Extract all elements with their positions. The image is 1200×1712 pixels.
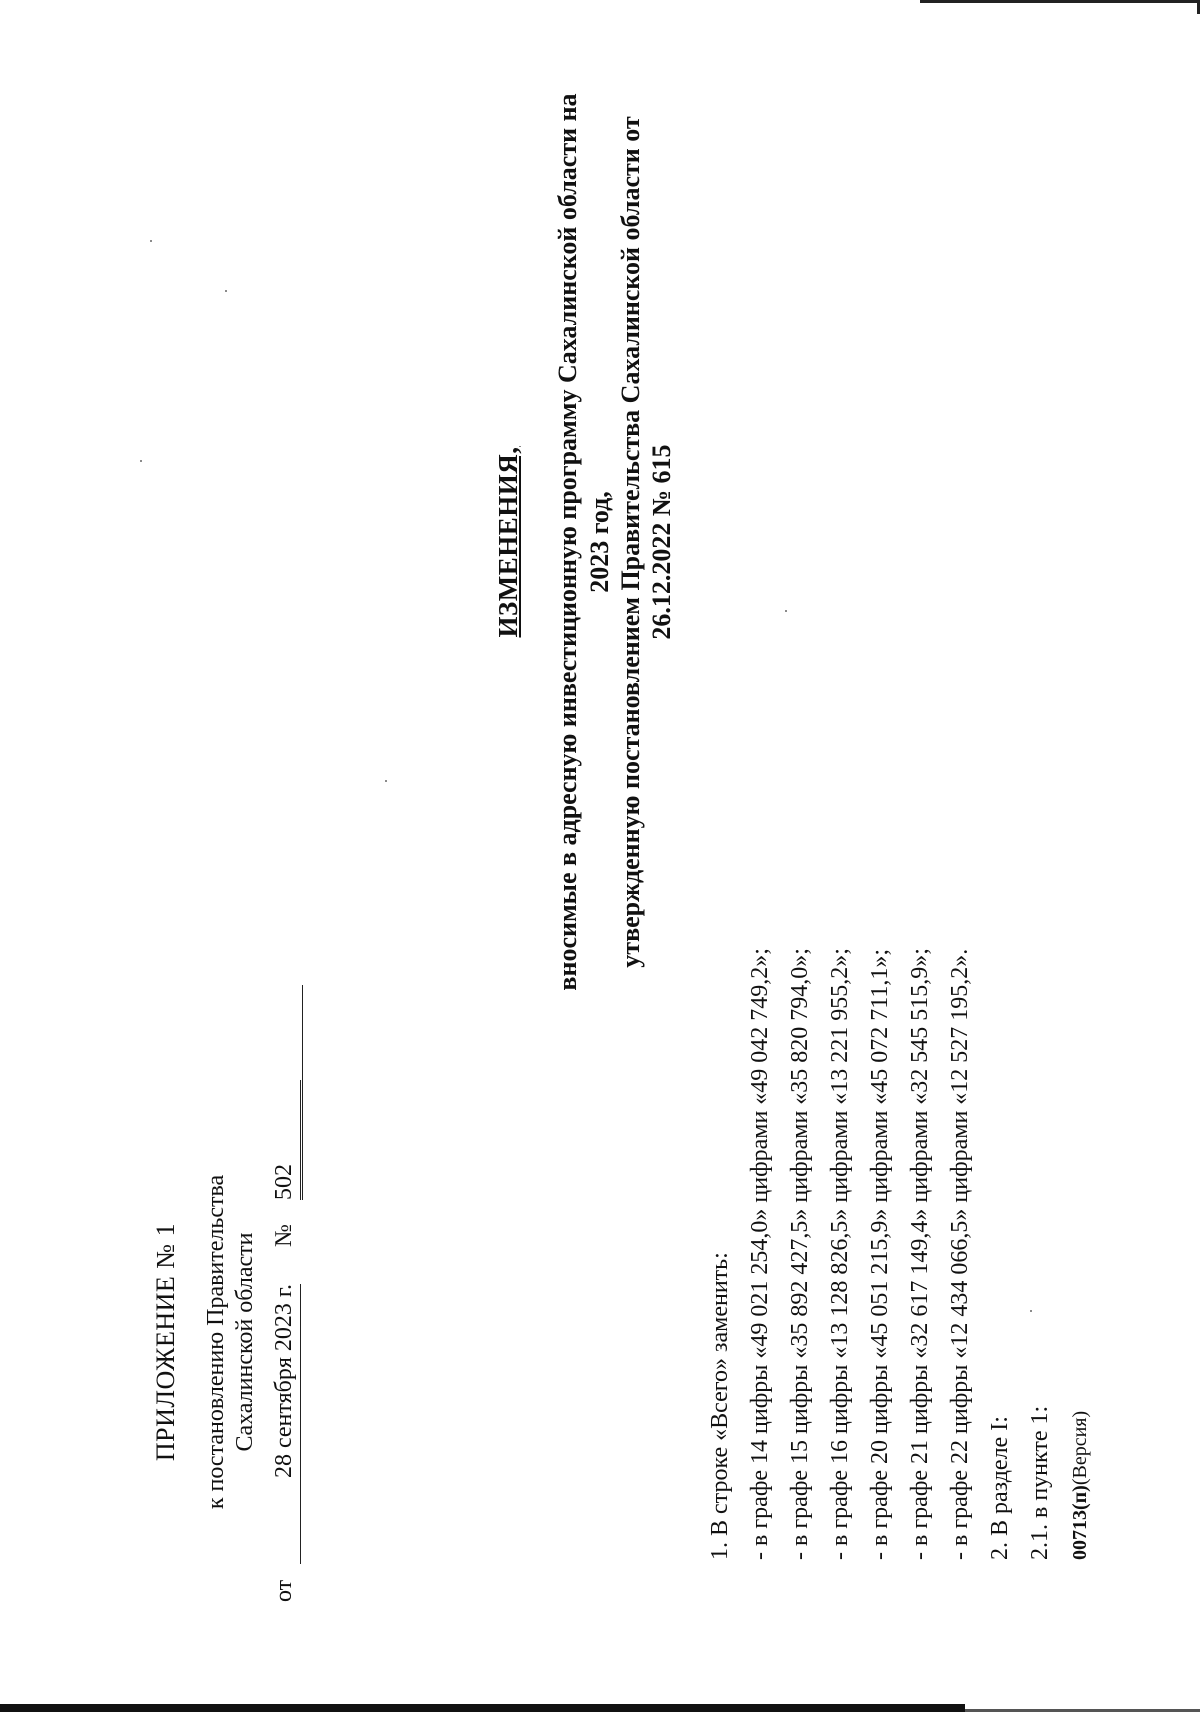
body-line: - в графе 16 цифры «13 128 826,5» цифрами «13 221 955,2»;: [827, 948, 853, 1560]
scan-speck: [140, 460, 142, 462]
scan-speck: [785, 610, 787, 612]
appendix-title: ПРИЛОЖЕНИЕ № 1: [151, 1222, 180, 1462]
document-title: [492, 72, 677, 1012]
number-label: №: [271, 1224, 298, 1247]
scan-speck: [225, 290, 227, 292]
body-line: - в графе 15 цифры «35 892 427,5» цифрами «35 820 794,0»;: [787, 948, 813, 1560]
scan-speck: [385, 780, 387, 782]
scan-speck: [150, 240, 152, 242]
from-label: от: [271, 1579, 298, 1602]
document-body: [700, 60, 1100, 1560]
appendix-line-2: Сахалинской области: [231, 1232, 258, 1452]
form-version: (Версия): [1069, 1410, 1091, 1486]
body-line: - в графе 14 цифры «49 021 254,0» цифрами «49 042 749,2»;: [747, 948, 773, 1560]
body-line: - в графе 22 цифры «12 434 066,5» цифрами «12 527 195,2».: [947, 948, 973, 1560]
scan-speck: [1030, 1310, 1032, 1312]
footer-code: [1060, 60, 1100, 1560]
appendix-header: [150, 1082, 300, 1602]
appendix-date-row: [266, 1082, 300, 1602]
number-underline: [302, 985, 303, 1200]
document-title-line-2: утвержденную постановлением Правительства Сахалинской области от 26.12.2022 № 615: [615, 116, 676, 968]
resolution-date: 28 сентября 2023 г.: [270, 1284, 300, 1564]
body-line: 2. В разделе I:: [987, 1416, 1013, 1560]
document-title-line-1: вносимые в адресную инвестиционную программу Сахалинской области на 2023 год,: [553, 93, 614, 991]
body-line: 1. В строке «Всего» заменить:: [707, 1252, 733, 1560]
resolution-number: 502: [270, 1080, 300, 1200]
document-title-main: ИЗМЕНЕНИЯ,: [493, 446, 523, 638]
appendix-line-1: к постановлению Правительства: [202, 1174, 229, 1510]
body-line: 2.1. в пункте 1:: [1027, 1405, 1053, 1560]
body-line: - в графе 21 цифры «32 617 149,4» цифрами «32 545 515,9»;: [907, 948, 933, 1560]
body-line: - в графе 20 цифры «45 051 215,9» цифрами «45 072 711,1»;: [867, 948, 893, 1560]
form-code: 00713(п): [1069, 1485, 1091, 1560]
